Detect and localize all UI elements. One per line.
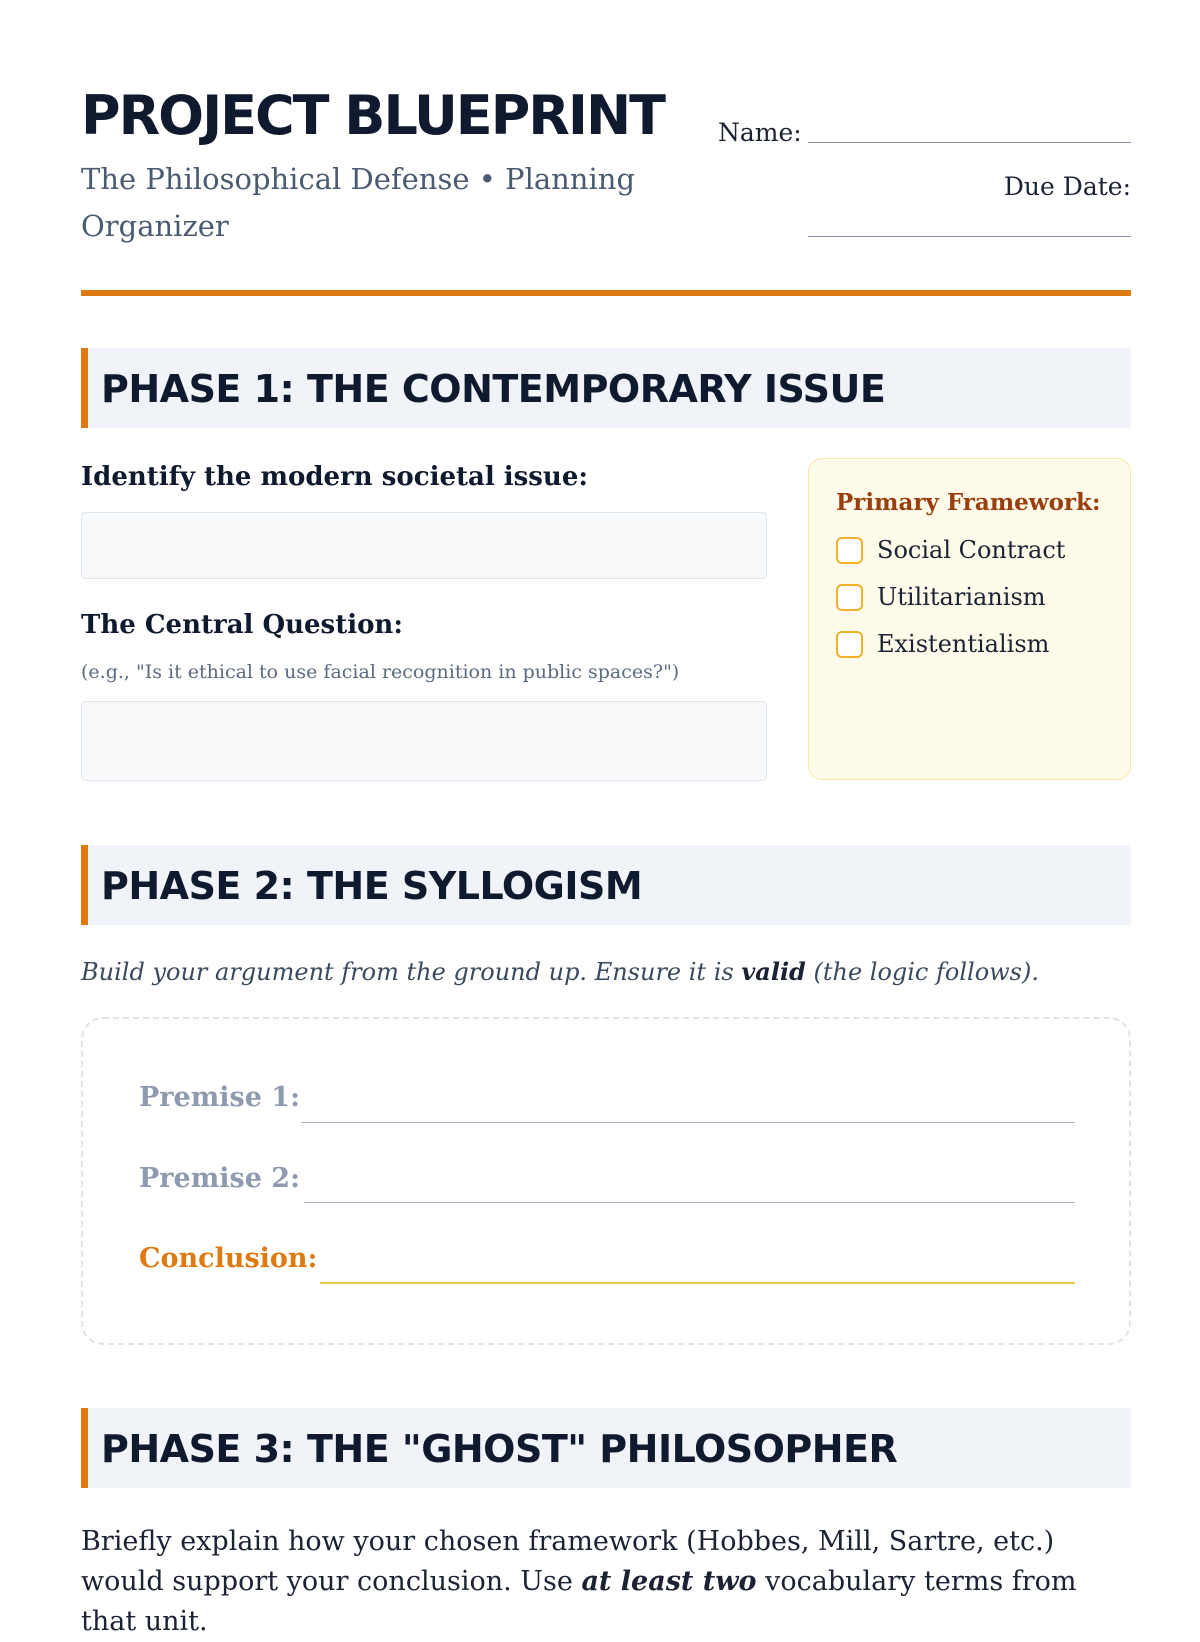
- premise1-label: Premise 1:: [139, 1082, 301, 1113]
- page-subtitle: The Philosophical Defense • Planning Organizer: [81, 162, 636, 243]
- phase3-instructions: [81, 1522, 1131, 1642]
- page-title: PROJECT BLUEPRINT: [81, 84, 664, 147]
- central-question-input[interactable]: [81, 701, 767, 781]
- worksheet-header: [81, 0, 1131, 300]
- phase3-header: [81, 1408, 1131, 1488]
- checkbox[interactable]: [836, 631, 863, 658]
- instructions-text-end: (the logic follows).: [805, 958, 1039, 986]
- central-question-hint: (e.g., "Is it ethical to use facial recognition in public spaces?"): [81, 661, 680, 683]
- issue-input[interactable]: [81, 512, 767, 579]
- premise2-label: Premise 2:: [139, 1163, 301, 1194]
- issue-label: Identify the modern societal issue:: [81, 462, 588, 492]
- due-date-label: Due Date:: [1003, 172, 1131, 201]
- phase2-header: [81, 845, 1131, 925]
- framework-panel: [808, 458, 1131, 780]
- instructions-text: Build your argument from the ground up. Ensure it is: [81, 958, 742, 986]
- name-label: Name:: [718, 118, 802, 147]
- framework-title: Primary Framework:: [836, 489, 1101, 516]
- framework-option-utilitarianism[interactable]: [836, 582, 1046, 612]
- premise2-input[interactable]: [304, 1202, 1075, 1203]
- framework-option-social-contract[interactable]: [836, 535, 1065, 565]
- central-question-label: The Central Question:: [81, 610, 403, 640]
- framework-option-label: Social Contract: [877, 536, 1066, 564]
- checkbox[interactable]: [836, 537, 863, 564]
- framework-option-existentialism[interactable]: [836, 629, 1049, 659]
- phase1-heading: PHASE 1: THE CONTEMPORARY ISSUE: [101, 367, 886, 411]
- instructions-emphasis: valid: [741, 957, 806, 986]
- due-date-field[interactable]: [808, 236, 1131, 237]
- phase2-heading: PHASE 2: THE SYLLOGISM: [101, 864, 643, 908]
- phase3-text-end: vocabulary terms from that unit.: [81, 1566, 1077, 1637]
- phase3-text: Briefly explain how your chosen framework (Hobbes, Mill, Sartre, etc.) would support your conclusion. Use: [81, 1526, 1055, 1597]
- conclusion-input[interactable]: [320, 1282, 1075, 1284]
- premise1-input[interactable]: [301, 1122, 1075, 1123]
- framework-option-label: Utilitarianism: [877, 583, 1046, 611]
- phase3-emphasis: at least two: [581, 1566, 757, 1597]
- worksheet-page: [81, 0, 1131, 1637]
- conclusion-label: Conclusion:: [139, 1243, 318, 1274]
- syllogism-instructions: [81, 957, 1039, 986]
- phase1-header: [81, 348, 1131, 428]
- framework-option-label: Existentialism: [877, 630, 1050, 658]
- name-field[interactable]: [808, 142, 1131, 143]
- header-divider: [81, 290, 1131, 296]
- checkbox[interactable]: [836, 584, 863, 611]
- phase3-heading: PHASE 3: THE "GHOST" PHILOSOPHER: [101, 1427, 898, 1471]
- syllogism-box: [81, 1017, 1131, 1345]
